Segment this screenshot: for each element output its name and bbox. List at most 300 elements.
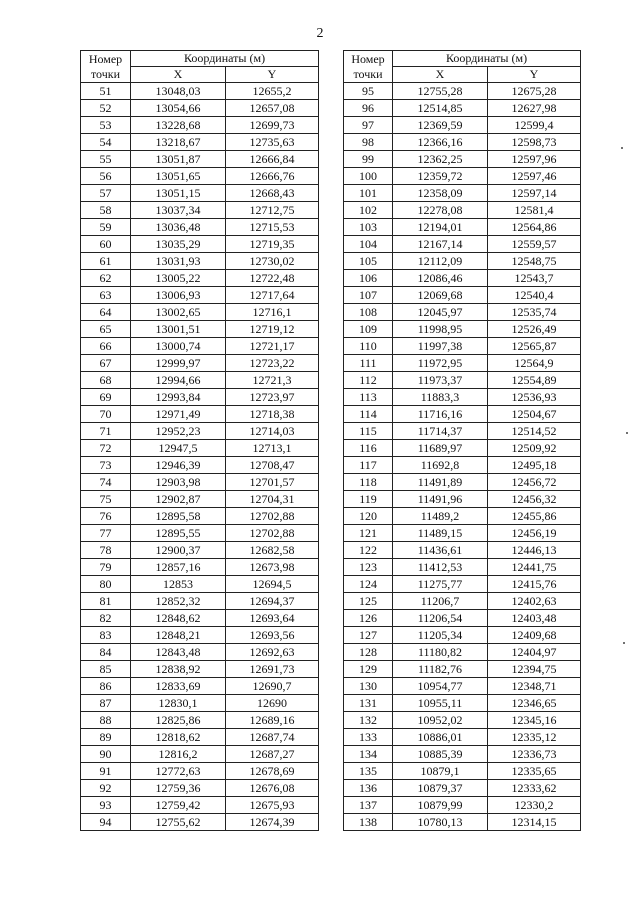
x-coordinate-cell: 11997,38: [393, 338, 488, 355]
table-row: [344, 372, 581, 389]
y-coordinate-cell: 12514,52: [488, 423, 581, 440]
point-number-cell: 115: [344, 423, 393, 440]
y-coordinate-cell: 12678,69: [226, 763, 319, 780]
y-coordinate-cell: 12536,93: [488, 389, 581, 406]
point-number-cell: 135: [344, 763, 393, 780]
table-row: [344, 406, 581, 423]
x-column-header: X: [131, 67, 226, 83]
x-coordinate-cell: 12946,39: [131, 457, 226, 474]
y-coordinate-cell: 12441,75: [488, 559, 581, 576]
y-coordinate-cell: 12456,32: [488, 491, 581, 508]
point-number-cell: 132: [344, 712, 393, 729]
x-coordinate-cell: 10879,99: [393, 797, 488, 814]
point-number-cell: 61: [81, 253, 131, 270]
point-number-header: [81, 51, 131, 83]
point-number-cell: 98: [344, 134, 393, 151]
table-row: [81, 134, 319, 151]
table-row: [344, 559, 581, 576]
point-number-cell: 111: [344, 355, 393, 372]
x-coordinate-cell: 10885,39: [393, 746, 488, 763]
coordinates-table-left: [80, 50, 319, 831]
point-number-cell: 52: [81, 100, 131, 117]
point-number-cell: 75: [81, 491, 131, 508]
x-coordinate-cell: 13035,29: [131, 236, 226, 253]
table-row: [81, 219, 319, 236]
point-number-cell: 95: [344, 83, 393, 100]
table-row: [344, 287, 581, 304]
x-coordinate-cell: 11412,53: [393, 559, 488, 576]
point-number-cell: 92: [81, 780, 131, 797]
point-number-cell: 59: [81, 219, 131, 236]
point-number-cell: 62: [81, 270, 131, 287]
table-row: [81, 797, 319, 814]
point-number-cell: 85: [81, 661, 131, 678]
point-number-cell: 109: [344, 321, 393, 338]
point-number-cell: 129: [344, 661, 393, 678]
table-row: [344, 644, 581, 661]
x-coordinate-cell: 12086,46: [393, 270, 488, 287]
point-number-cell: 78: [81, 542, 131, 559]
point-number-header-line1: Номер: [88, 51, 123, 66]
table-row: [344, 457, 581, 474]
table-row: [81, 389, 319, 406]
x-coordinate-cell: 12755,28: [393, 83, 488, 100]
point-number-header: [344, 51, 393, 83]
point-number-cell: 87: [81, 695, 131, 712]
y-coordinate-cell: 12333,62: [488, 780, 581, 797]
point-number-cell: 123: [344, 559, 393, 576]
table-row: [344, 440, 581, 457]
point-number-cell: 127: [344, 627, 393, 644]
point-number-cell: 118: [344, 474, 393, 491]
x-coordinate-cell: 12362,25: [393, 151, 488, 168]
table-row: [344, 219, 581, 236]
x-coordinate-cell: 12816,2: [131, 746, 226, 763]
point-number-cell: 70: [81, 406, 131, 423]
table-row: [344, 270, 581, 287]
y-coordinate-cell: 12597,14: [488, 185, 581, 202]
table-row: [344, 814, 581, 831]
y-coordinate-cell: 12719,35: [226, 236, 319, 253]
x-coordinate-cell: 12278,08: [393, 202, 488, 219]
table-row: [81, 695, 319, 712]
x-coordinate-cell: 12366,16: [393, 134, 488, 151]
y-coordinate-cell: 12336,73: [488, 746, 581, 763]
table-row: [81, 814, 319, 831]
y-coordinate-cell: 12690: [226, 695, 319, 712]
x-coordinate-cell: 12857,16: [131, 559, 226, 576]
table-row: [344, 780, 581, 797]
table-row: [344, 576, 581, 593]
y-coordinate-cell: 12409,68: [488, 627, 581, 644]
x-coordinate-cell: 12952,23: [131, 423, 226, 440]
table-row: [81, 763, 319, 780]
x-coordinate-cell: 11972,95: [393, 355, 488, 372]
point-number-cell: 106: [344, 270, 393, 287]
x-coordinate-cell: 12514,85: [393, 100, 488, 117]
table-row: [81, 661, 319, 678]
point-number-cell: 56: [81, 168, 131, 185]
y-coordinate-cell: 12673,98: [226, 559, 319, 576]
point-number-cell: 89: [81, 729, 131, 746]
point-number-cell: 53: [81, 117, 131, 134]
point-number-cell: 86: [81, 678, 131, 695]
y-coordinate-cell: 12565,87: [488, 338, 581, 355]
table-row: [81, 508, 319, 525]
y-coordinate-cell: 12655,2: [226, 83, 319, 100]
table-row: [344, 474, 581, 491]
y-coordinate-cell: 12540,4: [488, 287, 581, 304]
x-coordinate-cell: 13051,15: [131, 185, 226, 202]
x-coordinate-cell: 11436,61: [393, 542, 488, 559]
x-coordinate-cell: 10955,11: [393, 695, 488, 712]
table-row: [81, 423, 319, 440]
y-coordinate-cell: 12564,86: [488, 219, 581, 236]
point-number-cell: 63: [81, 287, 131, 304]
x-coordinate-cell: 12947,5: [131, 440, 226, 457]
table-row: [81, 185, 319, 202]
table-row: [81, 712, 319, 729]
y-coordinate-cell: 12456,72: [488, 474, 581, 491]
y-coordinate-cell: 12687,74: [226, 729, 319, 746]
x-coordinate-cell: 12759,36: [131, 780, 226, 797]
x-coordinate-cell: 12971,49: [131, 406, 226, 423]
x-coordinate-cell: 13031,93: [131, 253, 226, 270]
point-number-cell: 81: [81, 593, 131, 610]
table-row: [81, 593, 319, 610]
x-coordinate-cell: 13000,74: [131, 338, 226, 355]
x-coordinate-cell: 13228,68: [131, 117, 226, 134]
x-column-header: X: [393, 67, 488, 83]
point-number-cell: 100: [344, 168, 393, 185]
point-number-cell: 64: [81, 304, 131, 321]
x-coordinate-cell: 12112,09: [393, 253, 488, 270]
table-row: [81, 457, 319, 474]
x-coordinate-cell: 13005,22: [131, 270, 226, 287]
point-number-cell: 125: [344, 593, 393, 610]
point-number-cell: 54: [81, 134, 131, 151]
table-row: [344, 321, 581, 338]
y-coordinate-cell: 12668,43: [226, 185, 319, 202]
coordinates-header: Координаты (м): [131, 51, 319, 67]
table-row: [81, 168, 319, 185]
table-row: [344, 236, 581, 253]
x-coordinate-cell: 12825,86: [131, 712, 226, 729]
x-coordinate-cell: 11180,82: [393, 644, 488, 661]
y-coordinate-cell: 12581,4: [488, 202, 581, 219]
y-coordinate-cell: 12657,08: [226, 100, 319, 117]
table-row: [81, 729, 319, 746]
point-number-cell: 55: [81, 151, 131, 168]
table-row: [81, 83, 319, 100]
x-coordinate-cell: 13002,65: [131, 304, 226, 321]
y-coordinate-cell: 12543,7: [488, 270, 581, 287]
table-row: [81, 355, 319, 372]
y-coordinate-cell: 12554,89: [488, 372, 581, 389]
y-coordinate-cell: 12415,76: [488, 576, 581, 593]
table-row: [81, 474, 319, 491]
point-number-cell: 138: [344, 814, 393, 831]
table-row: [344, 763, 581, 780]
y-coordinate-cell: 12735,63: [226, 134, 319, 151]
y-coordinate-cell: 12702,88: [226, 508, 319, 525]
point-number-cell: 107: [344, 287, 393, 304]
point-number-cell: 67: [81, 355, 131, 372]
table-row: [344, 423, 581, 440]
x-coordinate-cell: 12818,62: [131, 729, 226, 746]
x-coordinate-cell: 11489,2: [393, 508, 488, 525]
table-row: [81, 287, 319, 304]
y-coordinate-cell: 12526,49: [488, 321, 581, 338]
table-row: [81, 321, 319, 338]
x-coordinate-cell: 12895,58: [131, 508, 226, 525]
x-coordinate-cell: 12900,37: [131, 542, 226, 559]
x-coordinate-cell: 12999,97: [131, 355, 226, 372]
x-coordinate-cell: 11182,76: [393, 661, 488, 678]
y-coordinate-cell: 12718,38: [226, 406, 319, 423]
scan-speck: [623, 642, 625, 644]
y-column-header: Y: [488, 67, 581, 83]
table-row: [81, 236, 319, 253]
table-row: [81, 338, 319, 355]
point-number-cell: 96: [344, 100, 393, 117]
point-number-header-line2: точки: [353, 66, 383, 81]
y-coordinate-cell: 12314,15: [488, 814, 581, 831]
x-coordinate-cell: 11998,95: [393, 321, 488, 338]
x-coordinate-cell: 11714,37: [393, 423, 488, 440]
y-coordinate-cell: 12675,93: [226, 797, 319, 814]
point-number-cell: 93: [81, 797, 131, 814]
table-row: [81, 576, 319, 593]
table-row: [81, 780, 319, 797]
y-coordinate-cell: 12712,75: [226, 202, 319, 219]
y-coordinate-cell: 12455,86: [488, 508, 581, 525]
table-row: [344, 610, 581, 627]
scan-speck: [626, 432, 628, 434]
x-coordinate-cell: 12853: [131, 576, 226, 593]
y-coordinate-cell: 12597,96: [488, 151, 581, 168]
point-number-cell: 91: [81, 763, 131, 780]
y-coordinate-cell: 12702,88: [226, 525, 319, 542]
table-row: [344, 304, 581, 321]
table-row: [81, 117, 319, 134]
x-coordinate-cell: 12833,69: [131, 678, 226, 695]
y-coordinate-cell: 12402,63: [488, 593, 581, 610]
x-coordinate-cell: 12358,09: [393, 185, 488, 202]
table-row: [81, 542, 319, 559]
table-row: [344, 712, 581, 729]
x-coordinate-cell: 13218,67: [131, 134, 226, 151]
y-coordinate-cell: 12675,28: [488, 83, 581, 100]
x-coordinate-cell: 11206,54: [393, 610, 488, 627]
y-coordinate-cell: 12715,53: [226, 219, 319, 236]
y-coordinate-cell: 12676,08: [226, 780, 319, 797]
x-coordinate-cell: 12194,01: [393, 219, 488, 236]
x-coordinate-cell: 11692,8: [393, 457, 488, 474]
x-coordinate-cell: 10879,37: [393, 780, 488, 797]
table-row: [344, 253, 581, 270]
x-coordinate-cell: 13037,34: [131, 202, 226, 219]
y-coordinate-cell: 12730,02: [226, 253, 319, 270]
y-coordinate-cell: 12348,71: [488, 678, 581, 695]
x-coordinate-cell: 11206,7: [393, 593, 488, 610]
y-coordinate-cell: 12692,63: [226, 644, 319, 661]
point-number-cell: 82: [81, 610, 131, 627]
y-coordinate-cell: 12335,65: [488, 763, 581, 780]
point-number-cell: 108: [344, 304, 393, 321]
y-coordinate-cell: 12394,75: [488, 661, 581, 678]
point-number-cell: 80: [81, 576, 131, 593]
y-coordinate-cell: 12694,37: [226, 593, 319, 610]
point-number-cell: 114: [344, 406, 393, 423]
table-row: [344, 100, 581, 117]
y-coordinate-cell: 12723,22: [226, 355, 319, 372]
point-number-cell: 79: [81, 559, 131, 576]
y-coordinate-cell: 12721,3: [226, 372, 319, 389]
point-number-cell: 134: [344, 746, 393, 763]
table-row: [344, 627, 581, 644]
point-number-header-line1: Номер: [351, 51, 385, 66]
point-number-cell: 131: [344, 695, 393, 712]
y-coordinate-cell: 12723,97: [226, 389, 319, 406]
point-number-cell: 68: [81, 372, 131, 389]
point-number-cell: 122: [344, 542, 393, 559]
x-coordinate-cell: 13054,66: [131, 100, 226, 117]
point-number-cell: 104: [344, 236, 393, 253]
x-coordinate-cell: 12369,59: [393, 117, 488, 134]
y-coordinate-cell: 12691,73: [226, 661, 319, 678]
table-row: [81, 406, 319, 423]
x-coordinate-cell: 11689,97: [393, 440, 488, 457]
y-coordinate-cell: 12687,27: [226, 746, 319, 763]
table-row: [81, 491, 319, 508]
point-number-cell: 74: [81, 474, 131, 491]
y-column-header: Y: [226, 67, 319, 83]
point-number-cell: 88: [81, 712, 131, 729]
table-row: [81, 202, 319, 219]
x-coordinate-cell: 12759,42: [131, 797, 226, 814]
x-coordinate-cell: 12045,97: [393, 304, 488, 321]
y-coordinate-cell: 12335,12: [488, 729, 581, 746]
table-row: [344, 508, 581, 525]
coordinates-table-right: [343, 50, 581, 831]
point-number-cell: 73: [81, 457, 131, 474]
y-coordinate-cell: 12403,48: [488, 610, 581, 627]
y-coordinate-cell: 12509,92: [488, 440, 581, 457]
x-coordinate-cell: 10780,13: [393, 814, 488, 831]
point-number-cell: 116: [344, 440, 393, 457]
point-number-cell: 83: [81, 627, 131, 644]
y-coordinate-cell: 12689,16: [226, 712, 319, 729]
table-row: [344, 525, 581, 542]
table-row: [344, 542, 581, 559]
table-row: [344, 695, 581, 712]
x-coordinate-cell: 12167,14: [393, 236, 488, 253]
point-number-cell: 66: [81, 338, 131, 355]
x-coordinate-cell: 12069,68: [393, 287, 488, 304]
table-row: [81, 746, 319, 763]
x-coordinate-cell: 12852,32: [131, 593, 226, 610]
x-coordinate-cell: 12830,1: [131, 695, 226, 712]
point-number-cell: 103: [344, 219, 393, 236]
y-coordinate-cell: 12346,65: [488, 695, 581, 712]
table-row: [344, 355, 581, 372]
point-number-cell: 71: [81, 423, 131, 440]
y-coordinate-cell: 12704,31: [226, 491, 319, 508]
table-row: [81, 678, 319, 695]
x-coordinate-cell: 12903,98: [131, 474, 226, 491]
table-row: [344, 151, 581, 168]
y-coordinate-cell: 12666,76: [226, 168, 319, 185]
point-number-cell: 69: [81, 389, 131, 406]
y-coordinate-cell: 12627,98: [488, 100, 581, 117]
y-coordinate-cell: 12713,1: [226, 440, 319, 457]
y-coordinate-cell: 12699,73: [226, 117, 319, 134]
y-coordinate-cell: 12717,64: [226, 287, 319, 304]
y-coordinate-cell: 12504,67: [488, 406, 581, 423]
x-coordinate-cell: 13051,87: [131, 151, 226, 168]
y-coordinate-cell: 12330,2: [488, 797, 581, 814]
point-number-cell: 113: [344, 389, 393, 406]
point-number-cell: 119: [344, 491, 393, 508]
x-coordinate-cell: 10886,01: [393, 729, 488, 746]
point-number-cell: 130: [344, 678, 393, 695]
x-coordinate-cell: 12993,84: [131, 389, 226, 406]
x-coordinate-cell: 10879,1: [393, 763, 488, 780]
x-coordinate-cell: 11491,96: [393, 491, 488, 508]
point-number-cell: 128: [344, 644, 393, 661]
y-coordinate-cell: 12446,13: [488, 542, 581, 559]
y-coordinate-cell: 12495,18: [488, 457, 581, 474]
table-row: [81, 270, 319, 287]
y-coordinate-cell: 12599,4: [488, 117, 581, 134]
x-coordinate-cell: 11883,3: [393, 389, 488, 406]
table-row: [344, 389, 581, 406]
x-coordinate-cell: 12359,72: [393, 168, 488, 185]
x-coordinate-cell: 12772,63: [131, 763, 226, 780]
x-coordinate-cell: 13051,65: [131, 168, 226, 185]
point-number-cell: 133: [344, 729, 393, 746]
table-row: [344, 593, 581, 610]
y-coordinate-cell: 12597,46: [488, 168, 581, 185]
point-number-cell: 102: [344, 202, 393, 219]
point-number-cell: 65: [81, 321, 131, 338]
point-number-cell: 90: [81, 746, 131, 763]
x-coordinate-cell: 10954,77: [393, 678, 488, 695]
table-row: [344, 168, 581, 185]
y-coordinate-cell: 12690,7: [226, 678, 319, 695]
table-row: [344, 134, 581, 151]
x-coordinate-cell: 13048,03: [131, 83, 226, 100]
y-coordinate-cell: 12682,58: [226, 542, 319, 559]
point-number-cell: 120: [344, 508, 393, 525]
point-number-cell: 136: [344, 780, 393, 797]
table-row: [344, 661, 581, 678]
x-coordinate-cell: 11275,77: [393, 576, 488, 593]
table-row: [344, 185, 581, 202]
y-coordinate-cell: 12694,5: [226, 576, 319, 593]
point-number-cell: 94: [81, 814, 131, 831]
table-row: [81, 151, 319, 168]
y-coordinate-cell: 12535,74: [488, 304, 581, 321]
y-coordinate-cell: 12716,1: [226, 304, 319, 321]
point-number-cell: 97: [344, 117, 393, 134]
table-row: [81, 644, 319, 661]
point-number-cell: 101: [344, 185, 393, 202]
y-coordinate-cell: 12674,39: [226, 814, 319, 831]
point-number-cell: 110: [344, 338, 393, 355]
right-table-body: [344, 83, 581, 831]
